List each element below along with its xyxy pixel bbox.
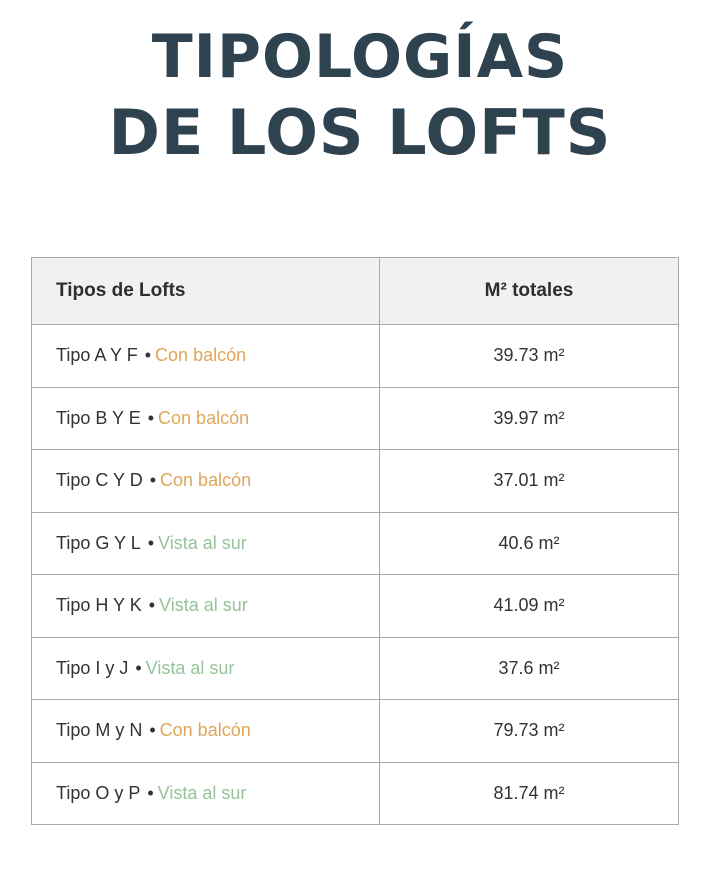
loft-area: 37.01 m² (380, 450, 679, 513)
loft-type-label: Tipo O y P (56, 782, 141, 803)
page-title-line-2: DE LOS LOFTS (108, 96, 612, 169)
table-row (32, 512, 679, 575)
loft-area: 79.73 m² (380, 700, 679, 763)
loft-area: 39.73 m² (380, 325, 679, 388)
bullet-separator: • (144, 345, 152, 366)
loft-type-cell (32, 762, 380, 825)
loft-area: 81.74 m² (380, 762, 679, 825)
bullet-separator: • (149, 470, 157, 491)
loft-area: 37.6 m² (380, 637, 679, 700)
table-header-row (32, 258, 679, 325)
bullet-separator: • (147, 407, 155, 428)
header-total-area: M² totales (380, 258, 679, 325)
loft-feature: Con balcón (160, 470, 252, 491)
bullet-separator: • (147, 782, 154, 803)
loft-types-table (31, 257, 679, 825)
loft-area: 39.97 m² (380, 387, 679, 450)
table-row (32, 450, 679, 513)
loft-type-label: Tipo A Y F (56, 345, 138, 366)
loft-feature: Con balcón (159, 720, 251, 741)
loft-type-label: Tipo H Y K (56, 595, 142, 616)
loft-area: 40.6 m² (380, 512, 679, 575)
loft-feature: Con balcón (155, 345, 247, 366)
loft-type-cell (32, 450, 380, 513)
loft-type-cell (32, 512, 380, 575)
loft-area: 41.09 m² (380, 575, 679, 638)
bullet-separator: • (149, 720, 156, 741)
loft-type-cell (32, 637, 380, 700)
page-title-line-1: TIPOLOGÍAS (151, 22, 569, 92)
bullet-separator: • (135, 657, 142, 678)
table-row (32, 700, 679, 763)
table-row (32, 637, 679, 700)
loft-type-label: Tipo I y J (56, 657, 129, 678)
loft-feature: Vista al sur (159, 595, 248, 616)
loft-feature: Vista al sur (157, 782, 247, 803)
table-row (32, 575, 679, 638)
table-row (32, 762, 679, 825)
bullet-separator: • (148, 595, 156, 616)
loft-type-cell (32, 700, 380, 763)
loft-type-label: Tipo M y N (56, 720, 143, 741)
loft-type-cell (32, 387, 380, 450)
loft-type-cell (32, 575, 380, 638)
loft-feature: Con balcón (158, 407, 250, 428)
loft-feature: Vista al sur (158, 532, 247, 553)
table-row (32, 387, 679, 450)
loft-type-label: Tipo G Y L (56, 532, 141, 553)
loft-type-label: Tipo B Y E (56, 407, 141, 428)
bullet-separator: • (147, 532, 155, 553)
loft-type-label: Tipo C Y D (56, 470, 143, 491)
header-loft-type: Tipos de Lofts (32, 258, 380, 325)
table-row (32, 325, 679, 388)
loft-feature: Vista al sur (145, 657, 235, 678)
loft-type-cell (32, 325, 380, 388)
